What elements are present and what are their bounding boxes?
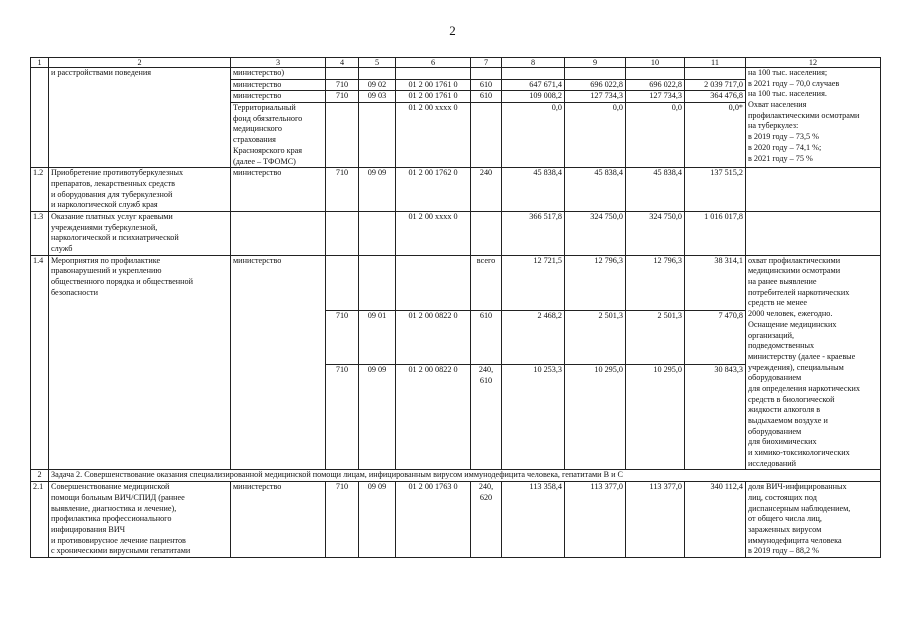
table-row: министерство 710 09 02 01 2 00 1761 0 610 647 671,4 696 022,8 696 022,8 2 039 717,0 [31,79,881,91]
column-header: 12 [746,58,881,68]
measure-name: Приобретение противотуберкулезных препаратов, лекарственных средств и оборудования для туберкулезной и наркологической служб края [49,168,231,212]
table-row: 1.3 Оказание платных услуг краевыми учреждениями туберкулезной, наркологической и психиатрической служб 01 2 00 хххх 0 366 517,8 324 750,0 324 750,0 1 016 017,8 [31,211,881,255]
table-row: Территориальный фонд обязательного медицинского страхования Красноярского края (далее – ТФОМС) 01 2 00 хххх 0 0,0 0,0 0,0 0,0* [31,103,881,168]
page-number: 2 [449,23,456,38]
measure-name: Совершенствование медицинской помощи больным ВИЧ/СПИД (раннее выявление, диагностика и лечение), профилактика профессионального инфицирования ВИЧ и противовирусное лечение пациентов с хроническими вирусными гепатитами [49,482,231,558]
measure-name: и расстройствами поведения [49,68,231,168]
task-title: Задача 2. Совершенствование оказания специализированной медицинской помощи лицам, инфицированным вирусом иммунодефицита человека, гепатитами В и С [49,470,881,482]
column-number-row [31,58,881,68]
column-header: 8 [502,58,565,68]
result-indicator: доля ВИЧ-инфицированных лиц, состоящих под диспансерным наблюдением, от общего числа лиц, зараженных вирусом иммунодефицита человека в 2019 году – 88,2 % [746,482,881,558]
result-indicator: на 100 тыс. населения; в 2021 году – 70,0 случаев на 100 тыс. населения. Охват населения профилактическими осмотрами на туберкулез: в 2019 году – 73,5 % в 2020 году – 74,1 %; в 2021 году – 75 % [746,68,881,168]
table-row: 1.4 Мероприятия по профилактике правонарушений и укреплению общественного порядка и общественной безопасности министерство всего 12 721,5 12 796,3 12 796,3 38 314,1 охват профилактическими медицинскими осмотрами на ранее выявление потребителей наркотических средств не менее 2000 человек, ежегодно. Оснащение медицинских организаций, подведомственных министерству (далее - краевые учреждения), специальным оборудованием для определения наркотических средств в биологической жидкости алкоголя в выдыхаемом воздухе и оборудованием для биохимических и химико-токсикологических исследований [31,255,881,310]
table-row: и расстройствами поведения министерство) на 100 тыс. населения; в 2021 году – 70,0 случаев на 100 тыс. населения. Охват населения профилактическими осмотрами на туберкулез: в 2019 году – 73,5 % в 2020 году – 74,1 %; в 2021 году – 75 % [31,68,881,80]
column-header: 3 [231,58,326,68]
measure-name: Мероприятия по профилактике правонарушений и укреплению общественного порядка и общественной безопасности [49,255,231,470]
table-row: 2.1 Совершенствование медицинской помощи больным ВИЧ/СПИД (раннее выявление, диагностика и лечение), профилактика профессионального инфицирования ВИЧ и противовирусное лечение пациентов с хроническими вирусными гепатитами министерство 710 09 09 01 2 00 1763 0 240, 620 113 358,4 113 377,0 113 377,0 340 112,4 доля ВИЧ-инфицированных лиц, состоящих под диспансерным наблюдением, от общего числа лиц, зараженных вирусом иммунодефицита человека в 2019 году – 88,2 % [31,482,881,558]
measure-name: Оказание платных услуг краевыми учреждениями туберкулезной, наркологической и психиатрической служб [49,211,231,255]
column-header: 2 [49,58,231,68]
table-row: министерство 710 09 03 01 2 00 1761 0 610 109 008,2 127 734,3 127 734,3 364 476,8 [31,91,881,103]
column-header: 9 [565,58,626,68]
column-header: 10 [626,58,685,68]
table-row: 1.2 Приобретение противотуберкулезных препаратов, лекарственных средств и оборудования для туберкулезной и наркологической служб края министерство 710 09 09 01 2 00 1762 0 240 45 838,4 45 838,4 45 838,4 137 515,2 [31,168,881,212]
program-table [30,57,881,558]
column-header: 6 [396,58,471,68]
table-row: 710 09 01 01 2 00 0822 0 610 2 468,2 2 501,3 2 501,3 7 470,8 [31,310,881,365]
table-row: 710 09 09 01 2 00 0822 0 240, 610 10 253,3 10 295,0 10 295,0 30 843,3 [31,365,881,470]
task-row: 2 Задача 2. Совершенствование оказания специализированной медицинской помощи лицам, инфицированным вирусом иммунодефицита человека, гепатитами В и С [31,470,881,482]
executor-tfoms: Территориальный фонд обязательного медицинского страхования Красноярского края (далее – ТФОМС) [231,103,326,168]
result-indicator: охват профилактическими медицинскими осмотрами на ранее выявление потребителей наркотических средств не менее 2000 человек, ежегодно. Оснащение медицинских организаций, подведомственных министерству (далее - краевые учреждения), специальным оборудованием для определения наркотических средств в биологической жидкости алкоголя в выдыхаемом воздухе и оборудованием для биохимических и химико-токсикологических исследований [746,255,881,470]
column-header: 4 [326,58,359,68]
column-header: 7 [471,58,502,68]
column-header: 5 [359,58,396,68]
column-header: 1 [31,58,49,68]
column-header: 11 [685,58,746,68]
